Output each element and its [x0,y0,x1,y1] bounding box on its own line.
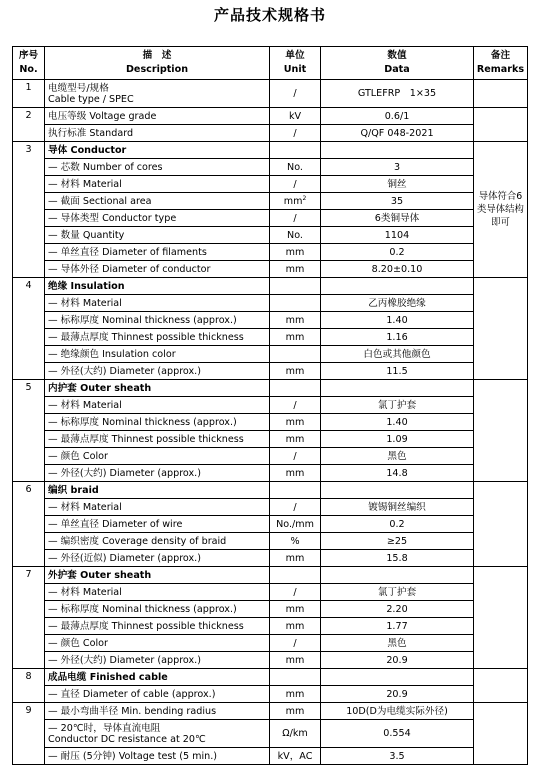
col-header-data: 数值 Data [321,47,474,80]
conductor-remark: 导体符合6类导体结构即可 [474,142,528,278]
section-row-insulation: 4 绝缘 Insulation [13,278,528,295]
table-row: 1 电缆型号/规格 Cable type / SPEC / GTLEFRP 1×35 [13,80,528,108]
table-row: — 材料 Material / 氯丁护套 [13,397,528,414]
table-row: — 标称厚度 Nominal thickness (approx.) mm 2.20 [13,601,528,618]
table-row: — 标称厚度 Nominal thickness (approx.) mm 1.40 [13,312,528,329]
col-header-description: 描 述 Description [45,47,270,80]
col-header-no: 序号 No. [13,47,45,80]
table-row: — 外径(大约) Diameter (approx.) mm 11.5 [13,363,528,380]
table-row: — 绝缘颜色 Insulation color 白色或其他颜色 [13,346,528,363]
table-row: — 颜色 Color / 黑色 [13,635,528,652]
table-row: — 芯数 Number of cores No. 3 [13,159,528,176]
table-row: — 最薄点厚度 Thinnest possible thickness mm 1.77 [13,618,528,635]
table-row: — 颜色 Color / 黑色 [13,448,528,465]
table-row: — 截面 Sectional area $mm^2$ 35 [13,193,528,210]
table-row: — 标称厚度 Nominal thickness (approx.) mm 1.40 [13,414,528,431]
table-row: — 耐压 (5分钟) Voltage test (5 min.) kV，AC 3.5 [13,748,528,765]
table-row: — 外径(近似) Diameter (approx.) mm 15.8 [13,550,528,567]
table-row: — 材料 Material / 氯丁护套 [13,584,528,601]
table-row: 执行标准 Standard / Q/QF 048-2021 [13,125,528,142]
section-row-conductor: 3 导体 Conductor 导体符合6类导体结构即可 [13,142,528,159]
table-row: — 最薄点厚度 Thinnest possible thickness mm 1.09 [13,431,528,448]
table-row: — 单丝直径 Diameter of filaments mm 0.2 [13,244,528,261]
row-description: 电缆型号/规格 Cable type / SPEC [45,80,270,108]
document-title: 产品技术规格书 [213,6,326,24]
table-row: — 导体类型 Conductor type / 6类铜导体 [13,210,528,227]
table-row: — 外径(大约) Diameter (approx.) mm 20.9 [13,652,528,669]
table-row: — 单丝直径 Diameter of wire No./mm 0.2 [13,516,528,533]
table-row: — 材料 Material 乙丙橡胶绝缘 [13,295,528,312]
table-row: — 导体外径 Diameter of conductor mm 8.20±0.10 [13,261,528,278]
table-row: — 材料 Material / 镀锡铜丝编织 [13,499,528,516]
section-row-inner-sheath: 5 内护套 Outer sheath [13,380,528,397]
table-row: — 直径 Diameter of cable (approx.) mm 20.9 [13,686,528,703]
table-row: 2 电压等级 Voltage grade kV 0.6/1 [13,108,528,125]
section-row-braid: 6 编织 braid [13,482,528,499]
col-header-unit: 单位 Unit [270,47,321,80]
section-row-finished-cable: 8 成品电缆 Finished cable [13,669,528,686]
table-row: — 材料 Material / 铜丝 [13,176,528,193]
table-row: — 20℃时，导体直流电阻 Conductor DC resistance at 20℃ Ω/km 0.554 [13,720,528,748]
section-row-outer-sheath: 7 外护套 Outer sheath [13,567,528,584]
table-row: — 数量 Quantity No. 1104 [13,227,528,244]
header-row [13,47,528,80]
table-row: — 编织密度 Coverage density of braid % ≥25 [13,533,528,550]
table-row: — 外径(大约) Diameter (approx.) mm 14.8 [13,465,528,482]
col-header-remarks: 备注 Remarks [474,47,528,80]
table-row: 9 — 最小弯曲半径 Min. bending radius mm 10D(D为电缆实际外径) [13,703,528,720]
spec-table [12,46,528,765]
table-row: — 最薄点厚度 Thinnest possible thickness mm 1.16 [13,329,528,346]
